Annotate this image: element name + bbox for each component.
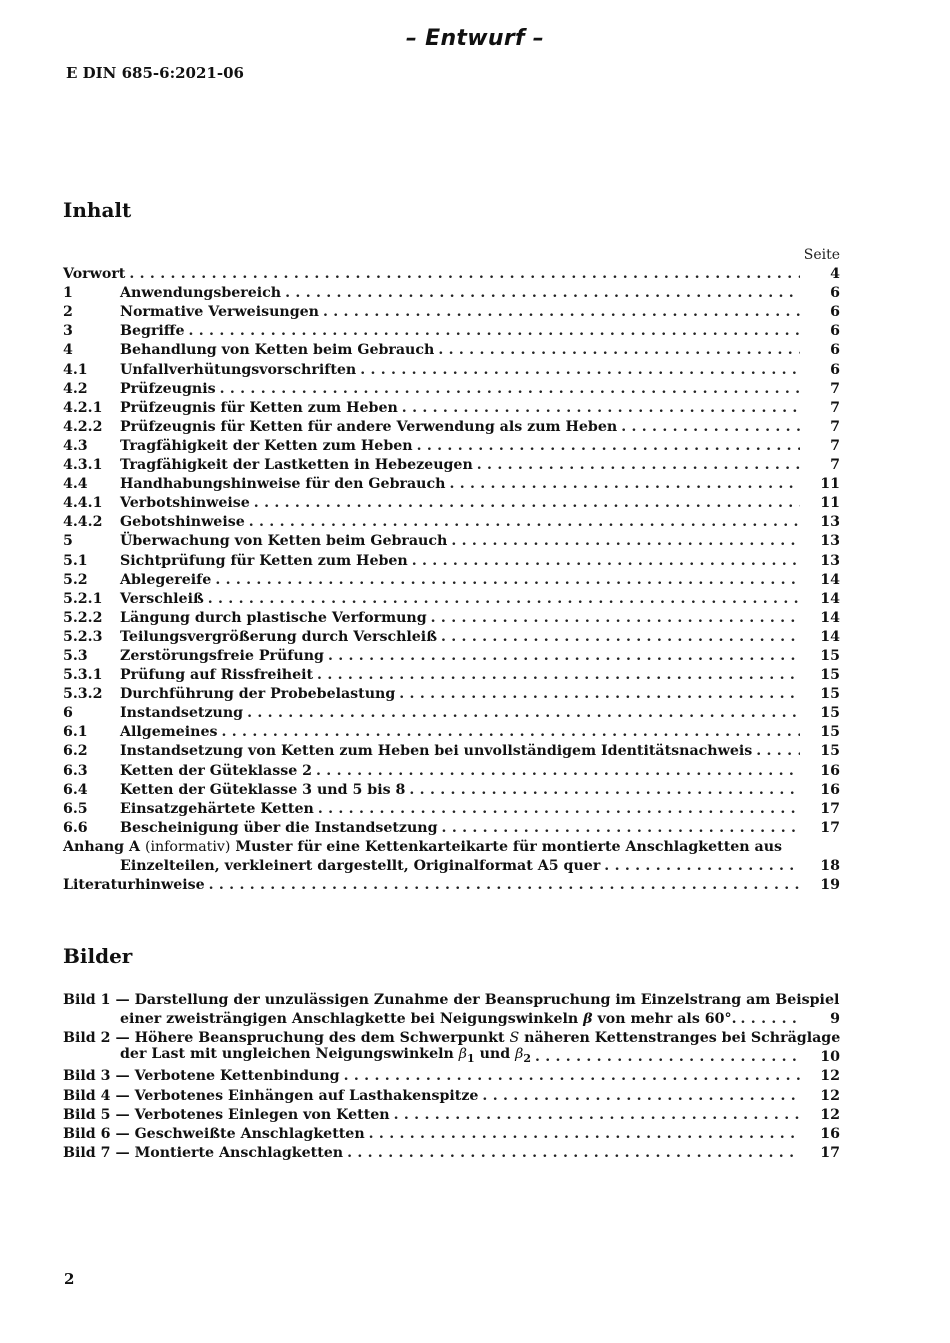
toc-entry-page: 7	[830, 380, 840, 397]
toc-entry[interactable]	[63, 475, 840, 494]
figure-1-page: 9	[830, 1011, 840, 1028]
toc-entry-number: 4.2.2	[63, 418, 103, 435]
toc-entry[interactable]	[63, 685, 840, 704]
toc-entries	[63, 265, 840, 838]
page-number: 2	[64, 1270, 75, 1288]
dot-leader	[319, 303, 800, 322]
toc-entry-number: 4.4.2	[63, 514, 103, 531]
toc-entry-number: 4.1	[63, 361, 88, 378]
toc-entry-page: 7	[830, 418, 840, 435]
toc-entry-number: 5.2	[63, 571, 88, 588]
toc-entry[interactable]	[63, 609, 840, 628]
annex-title-line1: Muster für eine Kettenkarteikarte für montierte Anschlagketten aus	[235, 838, 783, 855]
figure-entry-title: Bild 6 — Geschweißte Anschlagketten	[63, 1125, 365, 1142]
dot-leader	[600, 857, 800, 876]
figures-heading: Bilder	[63, 944, 133, 968]
toc-entry-title: Ablegereife	[120, 571, 212, 588]
toc-entry-page: 15	[820, 724, 840, 741]
toc-entry-title: Prüfung auf Rissfreiheit	[120, 667, 314, 684]
toc-entry[interactable]	[63, 303, 840, 322]
toc-entry-number: 4.4.1	[63, 495, 103, 512]
toc-entry[interactable]	[63, 360, 840, 379]
toc-entry[interactable]	[63, 781, 840, 800]
toc-entry-number: 4.2	[63, 380, 88, 397]
dot-leader	[365, 1125, 800, 1144]
toc-entry-page: 6	[830, 285, 840, 302]
page-column-label: Seite	[803, 247, 840, 263]
dot-leader	[324, 647, 800, 666]
toc-entry[interactable]	[63, 494, 840, 513]
toc-entry-title: Überwachung von Ketten beim Gebrauch	[120, 533, 448, 550]
dot-leader	[405, 781, 800, 800]
toc-entry-number: 5.1	[63, 552, 88, 569]
bibliography-title: Literaturhinweise	[63, 877, 205, 894]
figure-1-row[interactable]	[63, 991, 840, 1010]
dot-leader	[478, 1087, 800, 1106]
toc-entry-title: Einsatzgehärtete Ketten	[120, 800, 314, 817]
annex-title-line2: Einzelteilen, verkleinert dargestellt, Originalformat A5 quer	[120, 858, 601, 874]
toc-entry-number: 6.1	[63, 724, 88, 741]
toc-entry[interactable]	[63, 456, 840, 475]
toc-entry[interactable]	[63, 437, 840, 456]
toc-entry-number: 4.2.1	[63, 399, 103, 416]
annex-label: Anhang A	[63, 838, 141, 855]
toc-entry-title: Tragfähigkeit der Lastketten in Hebezeugen	[120, 457, 473, 474]
toc-entry-page: 11	[820, 495, 840, 512]
dot-leader	[434, 341, 800, 360]
dot-leader	[398, 399, 800, 418]
toc-entry-page: 15	[820, 705, 840, 722]
toc-entry-number: 5.3.1	[63, 667, 103, 684]
toc-entry-page: 17	[820, 819, 840, 836]
dot-leader	[313, 666, 800, 685]
toc-entry-number: 5.2.2	[63, 609, 103, 626]
figure-entry[interactable]	[63, 1067, 840, 1086]
toc-entry-title: Verschleiß	[120, 590, 204, 607]
figure-entry-title: Bild 7 — Montierte Anschlagketten	[63, 1144, 344, 1161]
figure-entry-page: 12	[820, 1087, 840, 1104]
toc-entry-page: 13	[820, 552, 840, 569]
toc-entry[interactable]	[63, 761, 840, 780]
toc-entry-page: 6	[830, 323, 840, 340]
toc-entry-page: 11	[820, 476, 840, 493]
dot-leader	[340, 1067, 800, 1086]
dot-leader	[427, 609, 800, 628]
toc-entry-number: 5.3.2	[63, 686, 103, 703]
toc-annex-row[interactable]	[63, 838, 840, 857]
toc-entry-title: Unfallverhütungsvorschriften	[120, 361, 357, 378]
figure-2-page: 10	[820, 1049, 840, 1066]
toc-entry-title: Instandsetzung	[120, 705, 244, 722]
dot-leader	[343, 1144, 800, 1163]
beta-symbol: β	[515, 1045, 524, 1062]
dot-leader	[211, 571, 800, 590]
toc-entry-page: 14	[820, 628, 840, 645]
dot-leader	[737, 1010, 800, 1029]
toc-heading: Inhalt	[63, 198, 132, 222]
figure-entry[interactable]	[63, 1086, 840, 1105]
toc-entry-title: Normative Verweisungen	[120, 304, 319, 321]
toc-entry-number: 5.2.3	[63, 628, 103, 645]
toc-entry[interactable]	[63, 666, 840, 685]
toc-entry-title: Anwendungsbereich	[120, 285, 282, 302]
annex-page: 18	[820, 858, 840, 874]
annex-qualifier: (informativ)	[144, 838, 231, 855]
dot-leader	[243, 704, 800, 723]
figure-2-line1a: Bild 2 — Höhere Beanspruchung des dem Schwerpunkt	[63, 1030, 505, 1047]
figure-2-line1b: näheren Kettenstranges bei Schräglage	[524, 1030, 841, 1047]
toc-entry-number: 6.3	[63, 762, 88, 779]
toc-entry[interactable]	[63, 647, 840, 666]
dot-leader	[356, 361, 800, 380]
dot-leader	[395, 685, 800, 704]
toc-entry-number: 4.4	[63, 476, 88, 493]
toc-entry-page: 14	[820, 609, 840, 626]
toc-entry-title: Ketten der Güteklasse 2	[120, 762, 313, 779]
toc-entry[interactable]	[63, 322, 840, 341]
dot-leader	[312, 762, 800, 781]
toc-entry[interactable]	[63, 399, 840, 418]
dot-leader	[314, 800, 800, 819]
toc-entry-number: 3	[63, 323, 73, 340]
toc-entry[interactable]	[63, 532, 840, 551]
toc-entry-page: 15	[820, 667, 840, 684]
toc-entry-number: 5.3	[63, 647, 88, 664]
beta-symbol: β	[583, 1011, 593, 1028]
toc-entry-title: Durchführung der Probebelastung	[120, 686, 396, 703]
toc-entry[interactable]	[63, 819, 840, 838]
toc-entry-page: 7	[830, 457, 840, 474]
toc-entry-page: 17	[820, 800, 840, 817]
dot-leader	[438, 819, 800, 838]
dot-leader	[216, 380, 800, 399]
toc-entry-page: 15	[820, 743, 840, 760]
figure-entry-title: Bild 4 — Verbotenes Einhängen auf Lasthakenspitze	[63, 1087, 479, 1104]
dot-leader	[531, 1048, 800, 1067]
toc-entry-page: 7	[830, 437, 840, 454]
toc-entry-number: 2	[63, 304, 73, 321]
toc-entry-title: Gebotshinweise	[120, 514, 245, 531]
dot-leader	[125, 265, 800, 284]
toc-entry[interactable]	[63, 723, 840, 742]
toc-entry-page: 14	[820, 571, 840, 588]
figure-entry-title: Bild 3 — Verbotene Kettenbindung	[63, 1068, 340, 1085]
figure-1-line2a: einer zweisträngigen Anschlagkette bei Neigungswinkeln	[120, 1011, 579, 1028]
toc-entry-number: 1	[63, 285, 73, 302]
toc-entry-number: 6.2	[63, 743, 88, 760]
dot-leader	[447, 532, 800, 551]
toc-entry-title: Ketten der Güteklasse 3 und 5 bis 8	[120, 781, 406, 798]
dot-leader	[617, 418, 800, 437]
figure-1-line2b: von mehr als 60°.	[597, 1011, 737, 1028]
toc-entry-title: Zerstörungsfreie Prüfung	[120, 647, 324, 664]
bibliography-page: 19	[820, 877, 840, 894]
dot-leader	[408, 552, 800, 571]
toc-entry-title: Allgemeines	[120, 724, 218, 741]
dot-leader	[445, 475, 800, 494]
toc-entry-page: 7	[830, 399, 840, 416]
toc-entry[interactable]	[63, 800, 840, 819]
table-of-contents	[63, 265, 840, 895]
dot-leader	[413, 437, 800, 456]
toc-entry-title: Sichtprüfung für Ketten zum Heben	[120, 552, 408, 569]
dot-leader	[473, 456, 800, 475]
figure-entry-page: 17	[820, 1144, 840, 1161]
figure-entry[interactable]	[63, 1125, 840, 1144]
dot-leader	[218, 723, 801, 742]
toc-annex-row-cont[interactable]	[63, 857, 840, 876]
toc-entry[interactable]	[63, 742, 840, 761]
toc-entry-number: 6	[63, 705, 73, 722]
toc-entry-title: Längung durch plastische Verformung	[120, 609, 427, 626]
toc-entry-page: 13	[820, 533, 840, 550]
toc-entry-title: Behandlung von Ketten beim Gebrauch	[120, 342, 435, 359]
dot-leader	[281, 284, 800, 303]
toc-entry-title: Prüfzeugnis für Ketten für andere Verwendung als zum Heben	[120, 418, 618, 435]
toc-entry[interactable]	[63, 284, 840, 303]
figure-2-and: und	[479, 1045, 511, 1062]
dot-leader	[205, 876, 800, 895]
dot-leader	[204, 590, 800, 609]
toc-entry[interactable]	[63, 704, 840, 723]
dot-leader	[752, 742, 800, 761]
dot-leader	[390, 1106, 800, 1125]
document-id: E DIN 685-6:2021-06	[66, 64, 244, 82]
toc-entry-title: Prüfzeugnis für Ketten zum Heben	[120, 399, 398, 416]
toc-entry[interactable]	[63, 590, 840, 609]
toc-entry-page: 6	[830, 342, 840, 359]
figure-entry-title: Bild 5 — Verbotenes Einlegen von Ketten	[63, 1106, 390, 1123]
s-symbol: S	[509, 1030, 520, 1047]
figure-entry-page: 16	[820, 1125, 840, 1142]
toc-entry[interactable]	[63, 418, 840, 437]
subscript-1: 1	[466, 1051, 475, 1065]
toc-entry-page: 13	[820, 514, 840, 531]
toc-entry-title: Handhabungshinweise für den Gebrauch	[120, 476, 446, 493]
figure-2-line2a: der Last mit ungleichen Neigungswinkeln	[120, 1045, 454, 1062]
toc-entry-number: 4	[63, 342, 73, 359]
toc-entry[interactable]	[63, 265, 840, 284]
toc-entry-page: 6	[830, 361, 840, 378]
figure-entry[interactable]	[63, 1106, 840, 1125]
toc-entry-page: 6	[830, 304, 840, 321]
toc-entry-number: 6.5	[63, 800, 88, 817]
dot-leader	[184, 322, 800, 341]
beta-symbol: β	[458, 1045, 467, 1062]
toc-entry[interactable]	[63, 628, 840, 647]
toc-entry-title: Instandsetzung von Ketten zum Heben bei unvollständigem Identitätsnachweis	[120, 743, 753, 760]
figure-list	[63, 991, 840, 1163]
toc-entry-page: 15	[820, 686, 840, 703]
toc-entry[interactable]	[63, 571, 840, 590]
toc-entry[interactable]	[63, 380, 840, 399]
dot-leader	[437, 628, 800, 647]
figure-entry-page: 12	[820, 1106, 840, 1123]
toc-entry-number: 6.6	[63, 819, 88, 836]
toc-entry-number: Vorwort	[63, 266, 126, 283]
toc-entry-page: 16	[820, 781, 840, 798]
toc-entry-page: 15	[820, 647, 840, 664]
toc-entry-title: Tragfähigkeit der Ketten zum Heben	[120, 437, 413, 454]
toc-entry-number: 5	[63, 533, 73, 550]
toc-entry-title: Teilungsvergrößerung durch Verschleiß	[120, 628, 437, 645]
toc-entry-title: Begriffe	[120, 323, 185, 340]
figure-entry[interactable]	[63, 1144, 840, 1163]
toc-entry-page: 16	[820, 762, 840, 779]
dot-leader	[250, 494, 800, 513]
subscript-2: 2	[523, 1051, 531, 1065]
toc-entry[interactable]	[63, 513, 840, 532]
toc-entry-number: 5.2.1	[63, 590, 103, 607]
figure-1-row-cont[interactable]	[63, 1010, 840, 1029]
toc-entry-title: Verbotshinweise	[120, 495, 250, 512]
dot-leader	[245, 513, 800, 532]
figure-1-line1: Bild 1 — Darstellung der unzulässigen Zunahme der Beanspruchung im Einzelstrang am Beispiel	[63, 992, 840, 1009]
toc-entry-number: 4.3.1	[63, 457, 103, 474]
figure-2-row-cont[interactable]	[63, 1045, 840, 1067]
toc-entry[interactable]	[63, 341, 840, 360]
toc-entry-page: 4	[830, 266, 840, 283]
annex-line1	[63, 838, 782, 857]
toc-bibliography-row[interactable]	[63, 876, 840, 895]
toc-entry-title: Prüfzeugnis	[120, 380, 216, 397]
toc-entry[interactable]	[63, 551, 840, 570]
toc-entry-number: 4.3	[63, 437, 88, 454]
toc-entry-number: 6.4	[63, 781, 88, 798]
figure-entries	[63, 1067, 840, 1162]
toc-entry-page: 14	[820, 590, 840, 607]
toc-entry-title: Bescheinigung über die Instandsetzung	[120, 819, 438, 836]
figure-entry-page: 12	[820, 1068, 840, 1085]
draft-label: – Entwurf –	[405, 26, 545, 51]
